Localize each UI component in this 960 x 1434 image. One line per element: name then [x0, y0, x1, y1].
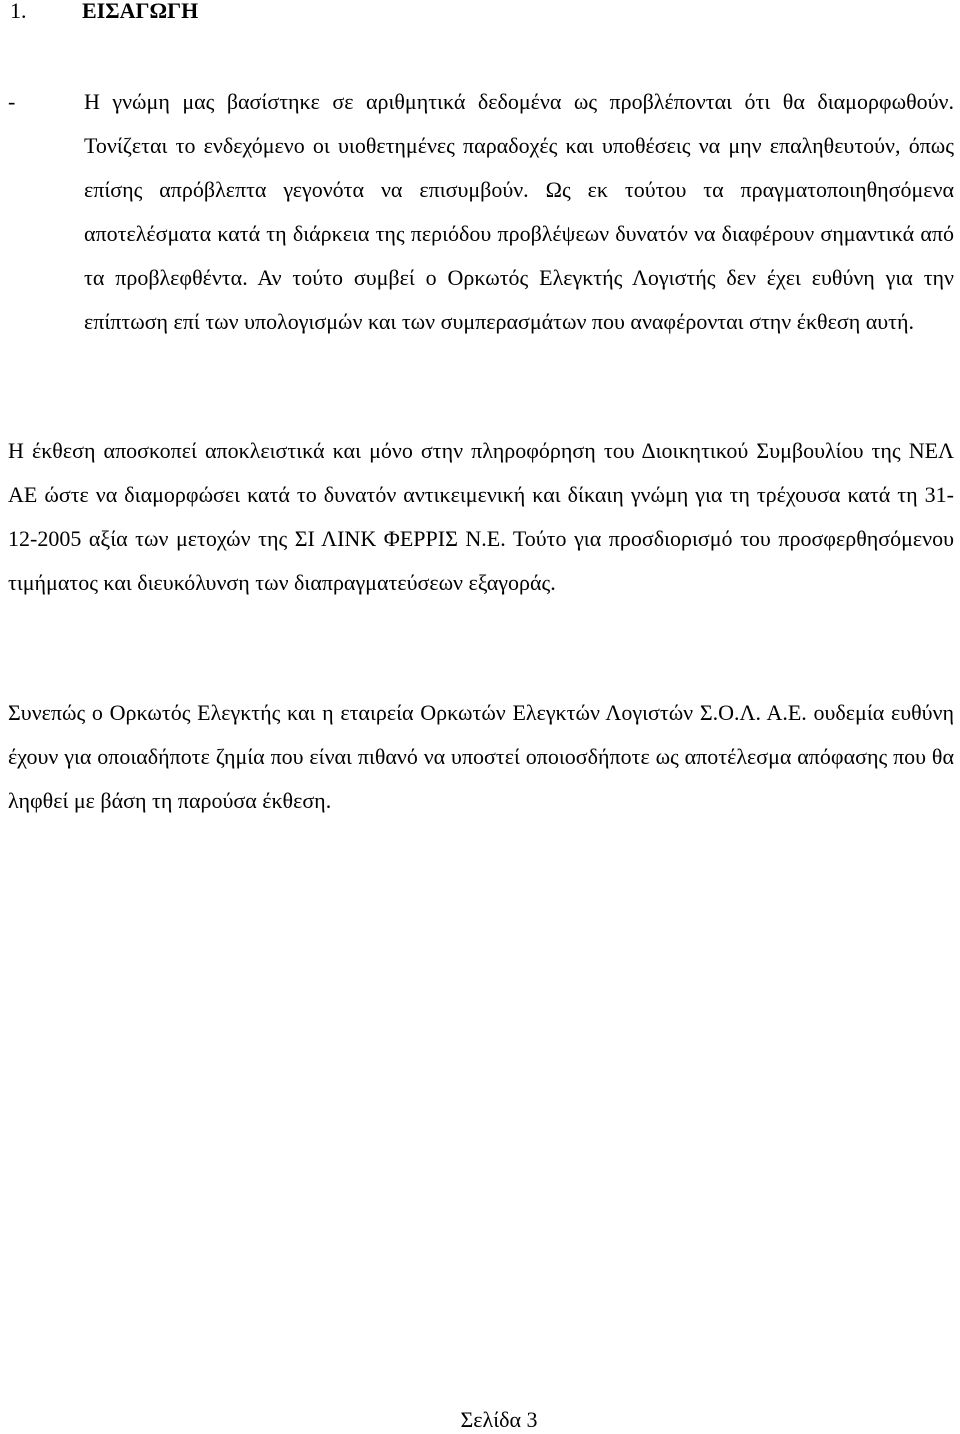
bullet-dash: -: [8, 89, 16, 114]
section-number: 1.: [10, 0, 27, 23]
paragraph-forecast-disclaimer: Η γνώμη μας βασίστηκε σε αριθμητικά δεδομένα ως προβλέπονται ότι θα διαμορφωθούν. Τονίζεται το ενδεχόμενο οι υιοθετημένες παραδοχές και υποθέσεις να μην επαληθευτούν, όπως επίσης απρόβλεπτα γεγονότα να επισυμβούν. Ως εκ τούτου τα πραγματοποιηθησόμενα αποτελέσματα κατά τη διάρκεια της περιόδου προβλέψεων δυνατόν να διαφέρουν σημαντικά από τα προβλεφθέντα. Αν τούτο συμβεί ο Ορκωτός Ελεγκτής Λογιστής δεν έχει ευθύνη για την επίπτωση επί των υπολογισμών και των συμπερασμάτων που αναφέρονται στην έκθεση αυτή.: [84, 89, 954, 334]
section-heading: [10, 0, 198, 26]
paragraph-report-purpose: Η έκθεση αποσκοπεί αποκλειστικά και μόνο στην πληροφόρηση του Διοικητικού Συμβουλίου της ΝΕΛ ΑΕ ώστε να διαμορφώσει κατά το δυνατόν αντικειμενική και δίκαιη γνώμη για τη τρέχουσα κατά τη 31-12-2005 αξία των μετοχών της ΣΙ ΛΙΝΚ ΦΕΡΡΙΣ Ν.Ε. Τούτο για προσδιορισμό του προσφερθησόμενου τιμήματος και διευκόλυνση των διαπραγματεύσεων εξαγοράς.: [8, 438, 954, 595]
page-number: Σελίδα 3: [460, 1407, 538, 1432]
paragraph-liability-disclaimer: Συνεπώς ο Ορκωτός Ελεγκτής και η εταιρεία Ορκωτών Ελεγκτών Λογιστών Σ.Ο.Λ. Α.Ε. ουδεμία ευθύνη έχουν για οποιαδήποτε ζημία που είναι πιθανό να υποστεί οποιοσδήποτε ως αποτέλεσμα απόφασης που θα ληφθεί με βάση τη παρούσα έκθεση.: [8, 700, 954, 813]
page-footer: [0, 1406, 960, 1434]
section-title: ΕΙΣΑΓΩΓΗ: [82, 0, 199, 23]
